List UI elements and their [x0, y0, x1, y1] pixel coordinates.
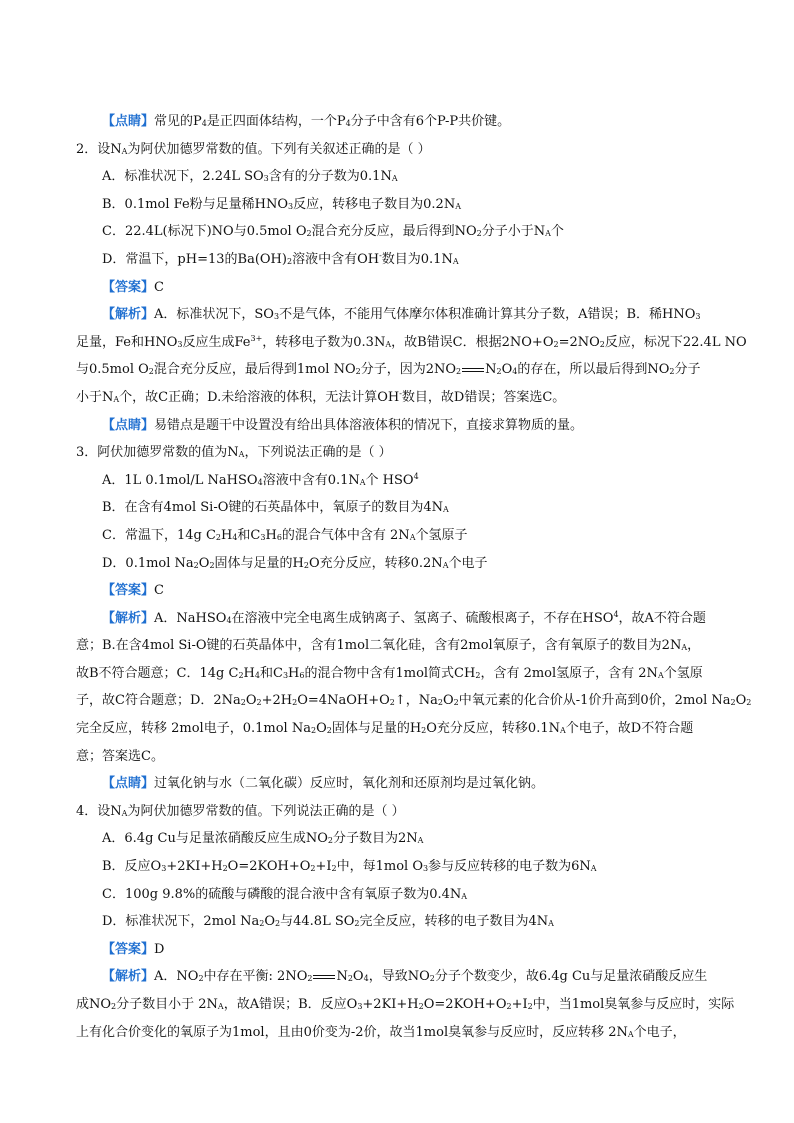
subscript: 2	[453, 698, 459, 708]
text: +2KI+H	[166, 859, 223, 875]
question-2-option-c	[76, 218, 730, 246]
subscript: 2	[209, 560, 215, 570]
question-3-answer	[76, 577, 730, 605]
subscript: 2	[198, 974, 204, 984]
text: 溶液中含有OH	[292, 251, 380, 267]
question-3-option-c	[76, 522, 730, 550]
subscript: 4	[363, 974, 369, 984]
text: ，故B错误C．根据2NO+O	[391, 334, 554, 350]
text: B．在含有4mol Si-O键的石英晶体中，氧原子的数目为4N	[102, 500, 444, 516]
subscript: 2	[437, 698, 443, 708]
subscript: 2	[292, 698, 298, 708]
text: 个电子，故D不符合题	[565, 721, 694, 737]
subscript: 2	[331, 864, 337, 874]
superscript: -	[379, 250, 382, 260]
text: 反应，转移电子数目为0.2N	[293, 196, 456, 212]
question-4-stem	[76, 798, 730, 826]
subscript: 3	[177, 339, 183, 349]
superscript: 3+	[250, 333, 263, 343]
text: ，	[687, 638, 701, 654]
subscript: 2	[148, 367, 154, 377]
subscript: 2	[303, 560, 309, 570]
text: H	[243, 665, 255, 681]
text: O	[245, 693, 257, 709]
text: 固体与足量的H	[331, 721, 422, 737]
text: 反应，标况下22.4L NO	[604, 334, 747, 350]
text: ，故A不符合题	[618, 610, 706, 626]
subscript: A	[545, 229, 551, 239]
question-2-analysis-line-1	[76, 301, 730, 329]
question-3-analysis-line-5	[76, 715, 730, 743]
question-3-analysis-line-3	[76, 660, 730, 688]
subscript: 2	[310, 726, 317, 736]
text: 常见的P	[154, 114, 202, 129]
analysis-tag: 【解析】	[102, 969, 155, 985]
subscript: A	[443, 505, 449, 515]
text: ，含有 2mol氢原子，含有 2N	[480, 665, 658, 681]
text: 分子个数变少，故6.4g Cu与足量浓硝酸反应生	[434, 969, 708, 985]
text: 个	[550, 224, 564, 240]
subscript: A	[627, 1029, 634, 1039]
text: =2NO	[558, 334, 600, 350]
subscript: 2	[669, 367, 675, 377]
subscript: 2	[327, 836, 333, 846]
analysis-tag: 【解析】	[102, 307, 155, 323]
text: 为阿伏加德罗常数的值。下列有关叙述正确的是（ ）	[127, 141, 431, 157]
subscript: 3	[357, 1002, 363, 1011]
subscript: 4	[201, 119, 207, 128]
text: 分子中含有6个P-P共价键。	[350, 114, 511, 129]
subscript: 2	[476, 229, 482, 239]
text: A．NaHSO	[154, 610, 227, 626]
subscript: A	[238, 450, 245, 460]
text: 上有化合价变化的氧原子为1mol，且由0价变为-2价，故当1mol臭氧参与反应时，反应转移 2N	[76, 1024, 628, 1040]
text: ，故A错误；B．反应O	[223, 997, 358, 1012]
subscript: 2	[259, 919, 265, 929]
analysis-tag: 【解析】	[102, 610, 155, 626]
subscript: A	[121, 146, 128, 156]
question-2-stem	[76, 136, 730, 164]
text: 固体与足量的H	[214, 555, 304, 571]
text: O充分反应，转移0.1N	[426, 721, 560, 737]
subscript: 2	[421, 726, 427, 736]
superscript: -	[399, 388, 402, 398]
text: 反应生成Fe	[182, 334, 251, 350]
text: 成NO	[76, 997, 112, 1012]
question-2-comment	[76, 412, 730, 440]
subscript: 3	[260, 532, 266, 542]
text: 个电子，	[633, 1024, 686, 1040]
text: 的混合物中含有1mol简式CH	[304, 665, 476, 681]
text: A．NO	[154, 969, 199, 985]
text: O	[501, 362, 513, 378]
text: D．0.1mol Na	[102, 555, 194, 571]
text: 意；答案选C。	[76, 748, 164, 764]
subscript: 2	[496, 367, 502, 377]
text: O	[442, 693, 454, 709]
subscript: 2	[310, 864, 316, 874]
text: C．常温下，14g C	[102, 527, 216, 543]
subscript: A	[409, 532, 416, 542]
answer-tag: 【答案】	[102, 941, 155, 957]
text: 3．阿伏加德罗常数的值为N	[76, 445, 239, 461]
subscript: A	[391, 174, 398, 184]
text: D．常温下，pH=13的Ba(OH)	[102, 251, 287, 267]
equilibrium-arrow-icon	[313, 972, 335, 982]
text: A．标准状况下，2.24L SO	[102, 169, 264, 185]
text: ，下列说法正确的是（ ）	[244, 445, 392, 461]
text: 小于N	[76, 389, 114, 405]
question-3-analysis-line-4	[76, 687, 752, 715]
text: H	[265, 527, 277, 543]
text: C．100g 9.8%的硫酸与磷酸的混合液中含有氧原子数为0.4N	[102, 886, 462, 902]
subscript: A	[359, 477, 366, 487]
text: 在溶液中完全电离生成钠离子、氢离子、硫酸根离子，不存在HSO	[231, 610, 614, 626]
text: 易错点是题干中设置没有给出具体溶液体积的情况下，直接求算物质的量。	[154, 417, 584, 433]
subscript: 3	[288, 201, 294, 211]
subscript: 2	[240, 698, 246, 708]
text: 与44.8L SO	[280, 914, 355, 930]
text: O	[264, 914, 276, 930]
subscript: 4	[345, 119, 351, 128]
subscript: 2	[326, 726, 332, 736]
text: 分子，因为2NO	[360, 362, 457, 378]
text: N	[485, 362, 497, 378]
text: O	[735, 693, 747, 709]
subscript: 2	[456, 367, 462, 377]
text: 中，每1mol O	[336, 859, 423, 875]
text: A．标准状况下，SO	[154, 307, 274, 323]
subscript: 2	[238, 670, 244, 680]
text: ，导致NO	[368, 969, 430, 985]
text: 为阿伏加德罗常数的值。下列说法正确的是（ ）	[127, 803, 405, 819]
text: 数目，故D错误；答案选C。	[401, 389, 566, 405]
subscript: A	[442, 560, 449, 570]
subscript: A	[681, 643, 688, 653]
subscript: 2	[222, 864, 228, 874]
text: 中存在平衡: 2NO	[203, 969, 308, 985]
comment-tag: 【点睛】	[102, 417, 155, 433]
question-3-comment	[76, 770, 730, 798]
subscript: 2	[599, 339, 605, 349]
text: O	[198, 555, 210, 571]
comment-tag: 【点睛】	[102, 776, 155, 792]
subscript: 3	[282, 670, 289, 680]
text: 不是气体，不能用气体摩尔体积准确计算其分子数，A错误；B．稀HNO	[279, 307, 696, 323]
text: 的混合气体中含有 2N	[281, 527, 410, 543]
question-4-option-d	[76, 908, 730, 936]
subscript: 2	[193, 560, 199, 570]
subscript: A	[113, 394, 120, 404]
superscript: 4	[613, 609, 619, 619]
text: O=2KOH+O	[227, 859, 311, 875]
equilibrium-arrow-icon	[462, 365, 484, 375]
text: 个，故C正确；D.未给溶液的体积，无法计算OH	[119, 389, 400, 405]
text: 混合充分反应，最后得到1mol NO	[153, 362, 356, 378]
text: N	[336, 969, 348, 985]
text: 中氧元素的化合价从-1价升高到0价，2mol Na	[458, 693, 731, 709]
subscript: 2	[355, 367, 361, 377]
question-3-option-a	[76, 467, 730, 495]
text: A．6.4g Cu与足量浓硝酸反应生成NO	[102, 831, 328, 847]
text: O	[316, 721, 327, 737]
subscript: 2	[215, 532, 221, 542]
text: 个氢原	[663, 665, 703, 681]
text: ，转移电子数为0.3N	[262, 334, 386, 350]
subscript: 2	[306, 229, 312, 239]
text: 分子数目小于 2N	[116, 997, 218, 1012]
subscript: A	[417, 836, 424, 846]
question-4-answer	[76, 936, 730, 964]
subscript: A	[217, 1002, 224, 1011]
text: 混合充分反应，最后得到NO	[311, 224, 477, 240]
question-4-option-a	[76, 825, 730, 853]
subscript: 2	[347, 974, 353, 984]
question-2-analysis-line-3	[76, 356, 730, 384]
text: 4．设N	[76, 803, 122, 819]
question-4-option-b	[76, 853, 730, 881]
text: 过氧化钠与水（二氧化碳）反应时，氧化剂和还原剂均是过氧化钠。	[154, 776, 545, 792]
text: 和C	[237, 527, 261, 543]
text: 的存在，所以最后得到NO	[517, 362, 670, 378]
text: +I	[511, 997, 528, 1012]
question-2-option-b	[76, 191, 730, 219]
subscript: 4	[226, 615, 232, 625]
text: 完全反应，转移 2mol电子，0.1mol Na	[76, 721, 311, 737]
answer-value: D	[154, 941, 165, 957]
subscript: 3	[161, 864, 167, 874]
subscript: 4	[257, 477, 263, 487]
question-3-option-b	[76, 494, 730, 522]
subscript: 4	[254, 670, 260, 680]
subscript: 3	[422, 864, 429, 874]
subscript: A	[121, 808, 128, 818]
text: 与0.5mol O	[76, 362, 149, 378]
comment-tag: 【点睛】	[102, 114, 155, 129]
text: +2KI+H	[362, 997, 419, 1012]
text: O=2KOH+O	[423, 997, 507, 1012]
text: 分子数目为2N	[332, 831, 418, 847]
subscript: A	[657, 670, 664, 680]
subscript: A	[559, 726, 566, 736]
text: +I	[315, 859, 332, 875]
subscript: 2	[111, 1002, 117, 1011]
question-3-analysis-line-1	[76, 605, 730, 633]
text: A．1L 0.1mol/L NaHSO	[102, 472, 258, 488]
subscript: 4	[512, 367, 518, 377]
subscript: 2	[354, 919, 360, 929]
text: 意；B.在含4mol Si-O键的石英晶体中，含有1mol二氧化硅，含有2mol氧原子，含有氧原子的数目为2N	[76, 638, 682, 654]
subscript: 2	[429, 974, 435, 984]
text: O充分反应，转移0.2N	[308, 555, 443, 571]
subscript: 2	[286, 256, 293, 266]
question-3-analysis-line-6	[76, 743, 730, 771]
subscript: A	[461, 891, 468, 901]
subscript: 3	[263, 174, 269, 184]
subscript: 2	[553, 339, 559, 349]
text: 含有的分子数为0.1N	[268, 169, 392, 185]
text: O	[352, 969, 364, 985]
question-4-analysis-line-1	[76, 963, 730, 991]
subscript: 2	[256, 698, 262, 708]
answer-value: C	[154, 583, 164, 599]
subscript: 2	[418, 1002, 424, 1011]
answer-value: C	[154, 279, 164, 295]
question-2-answer	[76, 274, 730, 302]
subscript: 2	[506, 1002, 512, 1011]
subscript: A	[548, 919, 554, 929]
text: 分子	[674, 362, 701, 378]
text: 中，当1mol臭氧参与反应时，实际	[532, 997, 735, 1012]
text: D．标准状况下，2mol Na	[102, 914, 260, 930]
question-2-analysis-line-4	[76, 384, 730, 412]
text: 个 HSO	[365, 472, 414, 488]
subscript: 2	[307, 974, 313, 984]
answer-tag: 【答案】	[102, 279, 155, 295]
question-4-analysis-line-3	[76, 1019, 730, 1047]
text: ↑，Na	[394, 693, 438, 709]
text: +2H	[261, 693, 293, 709]
text: 和C	[259, 665, 283, 681]
subscript: 2	[389, 698, 395, 708]
question-4-option-c	[76, 881, 730, 909]
subscript: A	[590, 864, 597, 874]
text: 个氢原子	[415, 527, 468, 543]
question-2-option-d	[76, 246, 730, 274]
superscript: 4	[413, 471, 419, 481]
text: 足量，Fe和HNO	[76, 334, 178, 350]
subscript: 2	[730, 698, 736, 708]
text: 数目为0.1N	[381, 251, 453, 267]
subscript: 2	[275, 919, 281, 929]
subscript: A	[385, 339, 392, 349]
question-2-option-a	[76, 163, 730, 191]
subscript: 2	[746, 698, 752, 708]
text: 2．设N	[76, 141, 122, 157]
text: 故B不符合题意；C．14g C	[76, 665, 239, 681]
text: H	[288, 665, 300, 681]
text: O=4NaOH+O	[297, 693, 390, 709]
subscript: 6	[299, 670, 305, 680]
text: 分子小于N	[481, 224, 546, 240]
subscript: 2	[527, 1002, 533, 1011]
text: 溶液中含有0.1N	[262, 472, 360, 488]
text: 个电子	[448, 555, 488, 571]
subscript: 3	[273, 312, 280, 322]
text: B．0.1mol Fe粉与足量稀HNO	[102, 196, 289, 212]
question-4-analysis-line-2	[76, 991, 735, 1019]
subscript: A	[452, 256, 459, 266]
text: C．22.4L(标况下)NO与0.5mol O	[102, 224, 307, 240]
text: 参与反应转移的电子数为6N	[428, 859, 591, 875]
question-3-option-d	[76, 550, 730, 578]
answer-tag: 【答案】	[102, 583, 155, 599]
text: 子，故C符合题意；D．2Na	[76, 693, 241, 709]
text: H	[220, 527, 233, 543]
subscript: 2	[475, 670, 481, 680]
subscript: A	[455, 201, 461, 211]
text: B．反应O	[102, 859, 162, 875]
question-3-stem	[76, 439, 730, 467]
subscript: 3	[695, 312, 701, 322]
question-3-analysis-line-2	[76, 632, 730, 660]
subscript: 6	[276, 532, 282, 542]
text: 是正四面体结构，一个P	[206, 114, 346, 129]
text: 完全反应，转移的电子数目为4N	[359, 914, 549, 930]
document-body	[76, 108, 752, 1046]
subscript: 4	[232, 532, 238, 542]
comment-paragraph	[76, 108, 730, 136]
question-2-analysis-line-2	[76, 329, 747, 357]
